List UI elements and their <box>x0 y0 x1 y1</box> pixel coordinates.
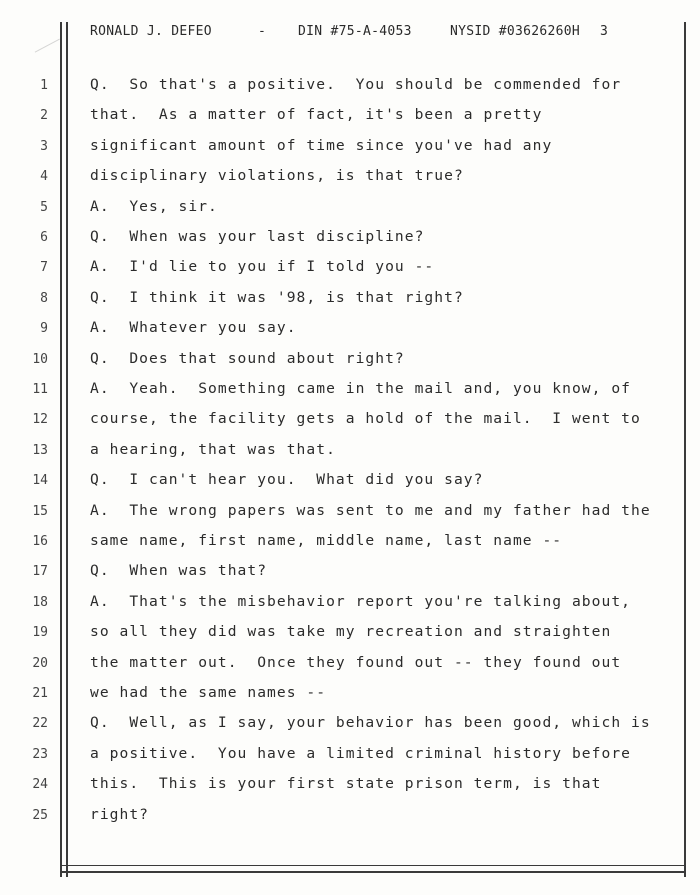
line-number: 5 <box>40 199 48 215</box>
header-page-number: 3 <box>600 24 609 39</box>
margin-rule-inner <box>66 22 68 877</box>
line-number: 17 <box>32 564 48 580</box>
line-number: 1 <box>40 78 48 93</box>
line-number: 23 <box>32 746 48 762</box>
line-number: 8 <box>40 290 48 306</box>
transcript-line: the matter out. Once they found out -- they found out <box>90 653 622 671</box>
transcript-line: same name, first name, middle name, last name -- <box>90 532 563 549</box>
line-number: 20 <box>32 655 48 671</box>
transcript-line: A. Whatever you say. <box>90 319 297 337</box>
bottom-rule-thin <box>60 865 686 866</box>
transcript-line: A. That's the misbehavior report you're talking about, <box>90 592 631 610</box>
line-number: 11 <box>32 382 48 397</box>
transcript-line: course, the facility gets a hold of the mail. I went to <box>90 410 641 428</box>
header-inmate-name: RONALD J. DEFEO <box>90 24 212 39</box>
margin-rule-outer <box>60 22 62 877</box>
line-number: 3 <box>40 138 48 154</box>
line-number: 16 <box>32 534 48 549</box>
line-number: 25 <box>32 807 48 823</box>
header-din: DIN #75-A-4053 <box>298 24 412 39</box>
transcript-line: a positive. You have a limited criminal history before <box>90 744 631 762</box>
transcript-line: Q. I think it was '98, is that right? <box>90 288 464 306</box>
header-nysid: NYSID #03626260H <box>450 24 581 39</box>
page-header <box>90 24 680 46</box>
line-number: 24 <box>32 777 48 793</box>
transcript-line: Q. Does that sound about right? <box>90 349 405 367</box>
transcript-line: so all they did was take my recreation and straighten <box>90 623 612 641</box>
transcript-line: A. Yeah. Something came in the mail and, you know, of <box>90 380 631 397</box>
transcript-line: A. I'd lie to you if I told you -- <box>90 258 435 276</box>
line-number: 15 <box>32 503 48 519</box>
transcript-line: this. This is your first state prison term, is that <box>90 775 602 793</box>
bottom-rule-thick <box>60 871 686 873</box>
transcript-line: A. The wrong papers was sent to me and my father had the <box>90 501 651 519</box>
transcript-line: Q. When was that? <box>90 562 268 580</box>
transcript-line: Q. So that's a positive. You should be commended for <box>90 76 622 93</box>
line-number: 7 <box>40 260 48 276</box>
transcript-line: A. Yes, sir. <box>90 197 218 215</box>
header-separator: - <box>258 24 267 39</box>
margin-rule-right <box>684 22 686 877</box>
line-number: 14 <box>32 473 48 489</box>
transcript-line: that. As a matter of fact, it's been a pretty <box>90 106 543 124</box>
scan-mark <box>35 39 70 71</box>
line-number: 4 <box>40 169 48 185</box>
line-number: 12 <box>32 412 48 428</box>
transcript-line: a hearing, that was that. <box>90 440 336 458</box>
line-number: 6 <box>40 230 48 245</box>
line-number: 18 <box>32 594 48 610</box>
line-number: 22 <box>32 716 48 732</box>
line-number: 19 <box>32 625 48 641</box>
line-number: 10 <box>32 351 48 367</box>
line-number: 9 <box>40 321 48 337</box>
line-number: 21 <box>32 686 48 701</box>
transcript-line: right? <box>90 805 150 823</box>
transcript-line: Q. When was your last discipline? <box>90 228 425 245</box>
line-number: 2 <box>40 108 48 124</box>
line-number: 13 <box>32 442 48 458</box>
transcript-line: significant amount of time since you've had any <box>90 136 553 154</box>
transcript-line: Q. Well, as I say, your behavior has been good, which is <box>90 714 651 732</box>
transcript-line: disciplinary violations, is that true? <box>90 167 464 185</box>
transcript-line: Q. I can't hear you. What did you say? <box>90 471 484 489</box>
transcript-line: we had the same names -- <box>90 684 327 701</box>
